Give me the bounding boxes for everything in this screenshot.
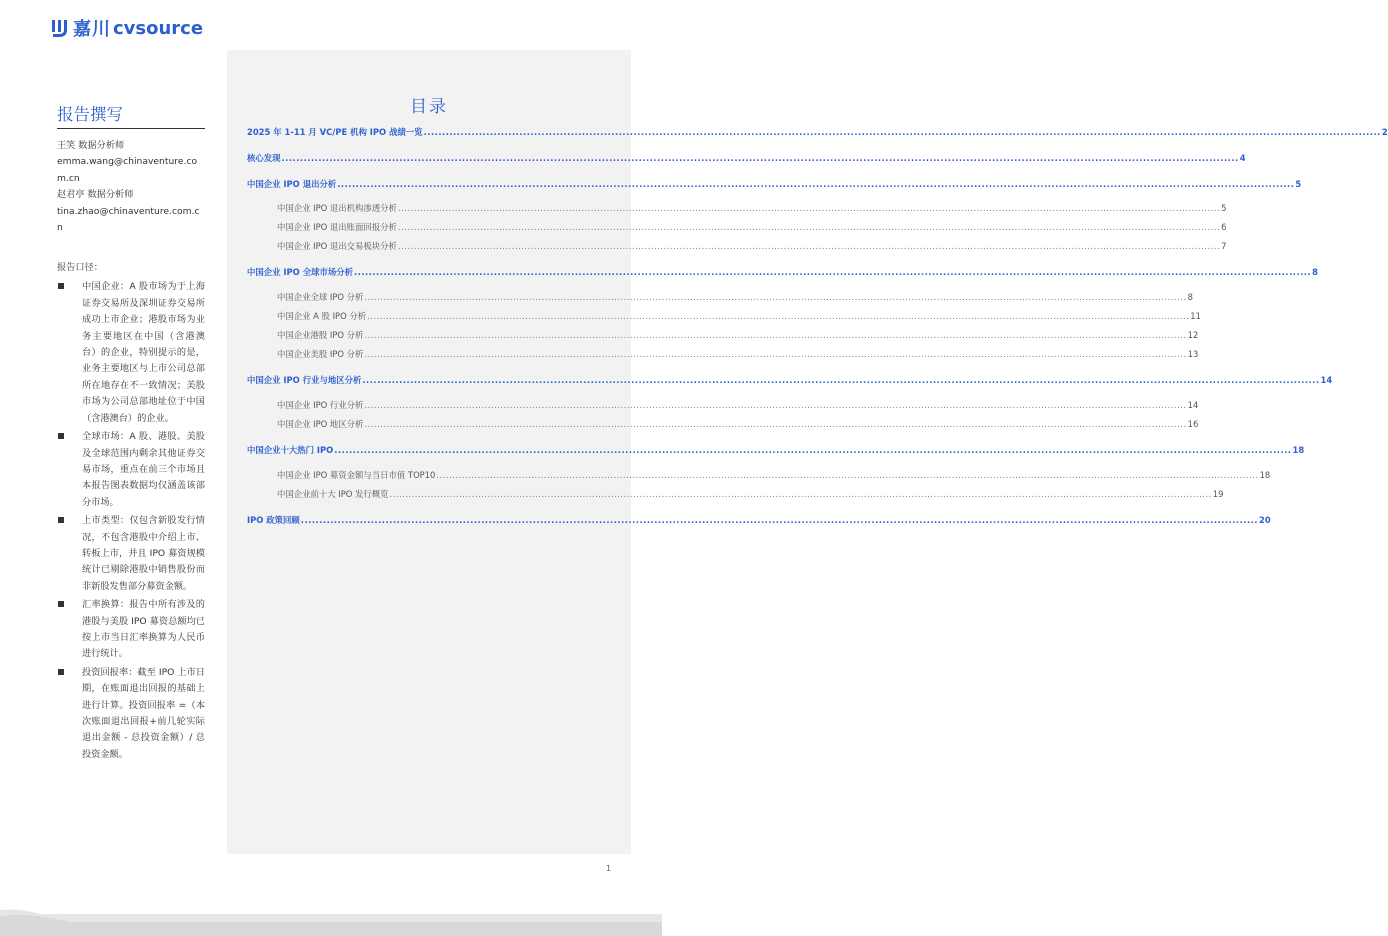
toc-subentry[interactable] xyxy=(277,348,1199,360)
toc-subentry[interactable] xyxy=(277,202,1227,214)
toc-panel xyxy=(227,50,1388,854)
logo-cn-text: 嘉川 xyxy=(73,19,111,40)
toc-subentry[interactable] xyxy=(277,291,1193,303)
logo-en-text: cvsource xyxy=(113,17,204,39)
toc-entry[interactable] xyxy=(247,126,1388,138)
author-sidebar xyxy=(57,104,205,765)
scope-item-text: 上市类型：仅包含新股发行情况，不包含港股中介绍上市、转板上市，并且 IPO 募资规模统计已剔除港股中销售股份而非新股发售部分募资金额。 xyxy=(82,515,205,592)
toc-entry-page: 12 xyxy=(1187,330,1199,340)
author-email[interactable]: tina.zhao@chinaventure.com.cn xyxy=(57,205,200,234)
toc-leader-dots: .................................................................................................................................................................................................................................................................... xyxy=(367,311,1190,321)
scope-item xyxy=(57,665,205,763)
toc-leader-dots: .................................................................................................................................................................................................................................................................... xyxy=(300,515,1258,525)
toc-entry-label: 中国企业 IPO 募资金额与当日市值 TOP10 xyxy=(277,470,436,480)
toc-entry-page: 16 xyxy=(1187,419,1199,429)
toc-entry-label: 2025 年 1-11 月 VC/PE 机构 IPO 战绩一览 xyxy=(247,127,423,137)
toc-leader-dots: .................................................................................................................................................................................................................................................................... xyxy=(364,292,1187,302)
square-bullet-icon xyxy=(58,669,64,675)
toc-entry-page: 5 xyxy=(1221,203,1227,213)
toc-entry[interactable] xyxy=(247,178,1302,190)
toc-entry[interactable] xyxy=(247,444,1305,456)
toc-entry-page: 4 xyxy=(1239,153,1246,163)
toc-leader-dots: .................................................................................................................................................................................................................................................................... xyxy=(397,241,1221,251)
toc-subentry[interactable] xyxy=(277,488,1224,500)
toc-title: 目录 xyxy=(410,97,448,117)
toc-entry-label: 中国企业十大热门 IPO xyxy=(247,445,334,455)
toc-entry-label: 中国企业全球 IPO 分析 xyxy=(277,292,364,302)
toc-entry-label: 中国企业美股 IPO 分析 xyxy=(277,349,364,359)
toc-leader-dots: .................................................................................................................................................................................................................................................................... xyxy=(364,400,1187,410)
toc-entry-page: 8 xyxy=(1187,292,1193,302)
toc-leader-dots: .................................................................................................................................................................................................................................................................... xyxy=(397,203,1221,213)
scope-item xyxy=(57,513,205,595)
toc-entry-page: 13 xyxy=(1187,349,1199,359)
square-bullet-icon xyxy=(58,517,64,523)
toc-entry-label: 中国企业 IPO 退出账面回报分析 xyxy=(277,222,397,232)
toc-entry-page: 18 xyxy=(1292,445,1305,455)
toc-entry-page: 8 xyxy=(1312,267,1318,277)
scope-item xyxy=(57,279,205,427)
toc-leader-dots: .................................................................................................................................................................................................................................................................... xyxy=(423,127,1381,137)
toc-subentry[interactable] xyxy=(277,240,1227,252)
scope-item-text: 汇率换算：报告中所有涉及的港股与美股 IPO 募资总额均已按上市当日汇率换算为人民币进行统计。 xyxy=(82,599,205,660)
toc-entry-page: 2 xyxy=(1381,127,1388,137)
toc-leader-dots: .................................................................................................................................................................................................................................................................... xyxy=(337,179,1295,189)
toc-entry-label: 中国企业 A 股 IPO 分析 xyxy=(277,311,367,321)
toc-subentry[interactable] xyxy=(277,221,1227,233)
toc-leader-dots: .................................................................................................................................................................................................................................................................... xyxy=(364,419,1187,429)
square-bullet-icon xyxy=(58,283,64,289)
scope-item xyxy=(57,429,205,511)
toc-entry-label: 中国企业 IPO 退出分析 xyxy=(247,179,337,189)
toc-entry-page: 11 xyxy=(1190,311,1201,321)
toc-entry[interactable] xyxy=(247,374,1333,386)
toc-leader-dots: .................................................................................................................................................................................................................................................................... xyxy=(362,375,1320,385)
toc-entry-label: IPO 政策回顾 xyxy=(247,515,300,525)
author-list xyxy=(57,138,205,236)
toc-leader-dots: .................................................................................................................................................................................................................................................................... xyxy=(281,153,1239,163)
toc-entry-page: 14 xyxy=(1187,400,1199,410)
toc-entry-label: 中国企业 IPO 退出机构渗透分析 xyxy=(277,203,397,213)
author-email[interactable]: emma.wang@chinaventure.com.cn xyxy=(57,156,198,184)
square-bullet-icon xyxy=(58,433,64,439)
toc-subentry[interactable] xyxy=(277,418,1199,430)
scope-item-text: 中国企业：A 股市场为于上海证券交易所及深圳证券交易所成功上市企业；港股市场为业务主要地区在中国（含港澳台）的企业，特别提示的是，业务主要地区与上市公司总部所在地存在不一致情况；美股市场为公司总部地址位于中国（含港澳台）的企业。 xyxy=(82,281,205,424)
toc-leader-dots: .................................................................................................................................................................................................................................................................... xyxy=(364,349,1187,359)
brand-logo xyxy=(51,16,203,40)
scope-item xyxy=(57,597,205,663)
footer-decoration xyxy=(0,908,662,936)
toc-leader-dots: .................................................................................................................................................................................................................................................................... xyxy=(334,445,1292,455)
toc-entry-label: 核心发现 xyxy=(247,153,281,163)
toc-entry-page: 5 xyxy=(1295,179,1302,189)
cvsource-logo-icon xyxy=(51,18,69,38)
toc-subentry[interactable] xyxy=(277,399,1199,411)
toc-leader-dots: .................................................................................................................................................................................................................................................................... xyxy=(353,267,1312,277)
page-number: 1 xyxy=(606,864,612,873)
toc-entry-page: 20 xyxy=(1259,515,1271,525)
toc-entry-label: 中国企业 IPO 地区分析 xyxy=(277,419,364,429)
toc-entry-label: 中国企业前十大 IPO 发行概览 xyxy=(277,489,389,499)
toc-entry-page: 18 xyxy=(1259,470,1271,480)
toc-entry-label: 中国企业港股 IPO 分析 xyxy=(277,330,364,340)
scope-item-text: 投资回报率：截至 IPO 上市日期，在账面退出回报的基础上进行计算。投资回报率 =（本次账面退出回报+前几轮实际退出金额 - 总投资金额）/ 总投资金额。 xyxy=(82,666,205,760)
author-name-role: 赵君亭 数据分析师 xyxy=(57,189,134,201)
toc-entry-page: 6 xyxy=(1221,222,1227,232)
scope-item-text: 全球市场：A 股、港股、美股及全球范围内剩余其他证券交易市场，重点在前三个市场且本报告图表数据均仅涵盖该部分市场。 xyxy=(82,431,205,508)
toc-entry-label: 中国企业 IPO 全球市场分析 xyxy=(247,267,353,277)
scope-list xyxy=(57,279,205,763)
toc-entry[interactable] xyxy=(247,266,1318,278)
toc-entry[interactable] xyxy=(247,152,1246,164)
toc-entry-label: 中国企业 IPO 行业与地区分析 xyxy=(247,375,362,385)
toc-leader-dots: .................................................................................................................................................................................................................................................................... xyxy=(389,489,1212,499)
toc-leader-dots: .................................................................................................................................................................................................................................................................... xyxy=(436,470,1259,480)
scope-title: 报告口径： xyxy=(57,262,103,274)
toc-entry-label: 中国企业 IPO 行业分析 xyxy=(277,400,364,410)
square-bullet-icon xyxy=(58,601,64,607)
toc-entry-page: 7 xyxy=(1221,241,1227,251)
toc-entry-page: 14 xyxy=(1320,375,1333,385)
sidebar-heading: 报告撰写 xyxy=(57,104,205,129)
toc-subentry[interactable] xyxy=(277,310,1201,322)
toc-entry-page: 19 xyxy=(1212,489,1224,499)
toc-entry[interactable] xyxy=(247,514,1271,526)
toc-entry-label: 中国企业 IPO 退出交易板块分析 xyxy=(277,241,397,251)
toc-subentry[interactable] xyxy=(277,469,1271,481)
author-name-role: 王笑 数据分析师 xyxy=(57,140,125,151)
toc-leader-dots: .................................................................................................................................................................................................................................................................... xyxy=(397,222,1221,232)
toc-leader-dots: .................................................................................................................................................................................................................................................................... xyxy=(364,330,1187,340)
toc-subentry[interactable] xyxy=(277,329,1199,341)
